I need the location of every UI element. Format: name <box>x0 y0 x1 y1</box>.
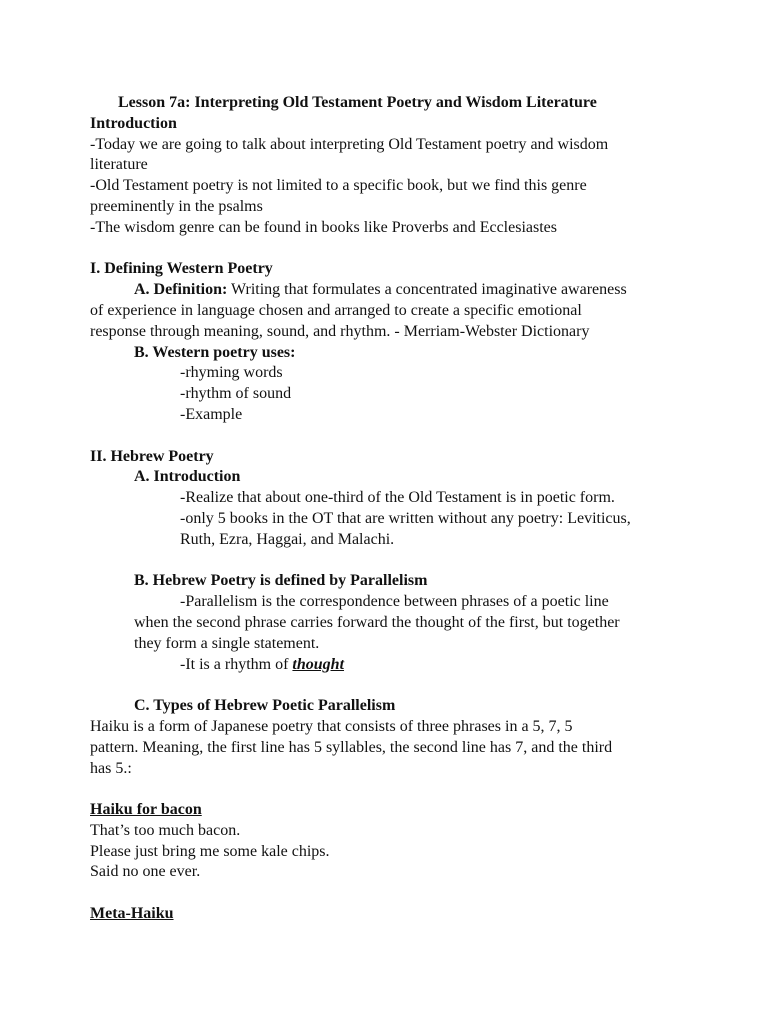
spacer <box>90 551 690 572</box>
meta-haiku-heading: Meta-Haiku <box>90 905 174 923</box>
section2-heading: II. Hebrew Poetry <box>90 447 214 465</box>
haiku-line: That’s too much bacon. <box>90 821 241 839</box>
rhythm-line <box>90 655 690 676</box>
parallelism-line: when the second phrase carries forward the thought of the first, but together <box>134 613 620 631</box>
western-uses-item: -rhythm of sound <box>180 385 292 403</box>
definition-text: Writing that formulates a concentrated imaginative awareness <box>227 281 627 299</box>
hebrew-intro-item: -only 5 books in the OT that are written without any poetry: Leviticus, <box>180 509 631 527</box>
western-uses-label: B. Western poetry uses: <box>134 343 296 361</box>
haiku-desc-line: has 5.: <box>90 759 132 777</box>
hebrew-intro-item: Ruth, Ezra, Haggai, and Malachi. <box>180 530 395 548</box>
definition-line: of experience in language chosen and arranged to create a specific emotional <box>90 301 582 319</box>
rhythm-emphasis: thought <box>292 655 345 673</box>
section1-heading: I. Defining Western Poetry <box>90 260 273 278</box>
document-page <box>90 93 690 925</box>
parallelism-line: -Parallelism is the correspondence between phrases of a poetic line <box>180 593 609 611</box>
intro-line: preeminently in the psalms <box>90 197 263 215</box>
lesson-title: Lesson 7a: Interpreting Old Testament Poetry and Wisdom Literature <box>118 94 597 111</box>
spacer <box>90 675 690 696</box>
definition-line <box>90 280 690 301</box>
western-uses-item: -Example <box>180 405 243 423</box>
haiku-line: Please just bring me some kale chips. <box>90 842 330 860</box>
intro-line: -Today we are going to talk about interpreting Old Testament poetry and wisdom <box>90 135 609 153</box>
intro-line: literature <box>90 156 148 174</box>
haiku-desc-line: Haiku is a form of Japanese poetry that consists of three phrases in a 5, 7, 5 <box>90 717 573 735</box>
spacer <box>90 883 690 904</box>
western-uses-item: -rhyming words <box>180 364 283 382</box>
intro-line: -The wisdom genre can be found in books like Proverbs and Ecclesiastes <box>90 218 557 236</box>
definition-label: A. Definition: <box>134 281 228 299</box>
definition-line: response through meaning, sound, and rhythm. - Merriam-Webster Dictionary <box>90 322 590 340</box>
intro-heading: Introduction <box>90 114 177 132</box>
parallelism-label: B. Hebrew Poetry is defined by Parallelism <box>134 572 428 590</box>
spacer <box>90 779 690 800</box>
parallelism-line: they form a single statement. <box>134 634 320 652</box>
hebrew-intro-label: A. Introduction <box>134 468 241 486</box>
spacer <box>90 426 690 447</box>
intro-line: -Old Testament poetry is not limited to a specific book, but we find this genre <box>90 177 587 195</box>
parallelism-types-label: C. Types of Hebrew Poetic Parallelism <box>134 697 396 715</box>
hebrew-intro-item: -Realize that about one-third of the Old Testament is in poetic form. <box>180 489 615 507</box>
spacer <box>90 239 690 260</box>
haiku-heading: Haiku for bacon <box>90 801 202 819</box>
rhythm-prefix: -It is a rhythm of <box>180 655 293 673</box>
haiku-line: Said no one ever. <box>90 863 201 881</box>
haiku-desc-line: pattern. Meaning, the first line has 5 syllables, the second line has 7, and the third <box>90 738 613 756</box>
